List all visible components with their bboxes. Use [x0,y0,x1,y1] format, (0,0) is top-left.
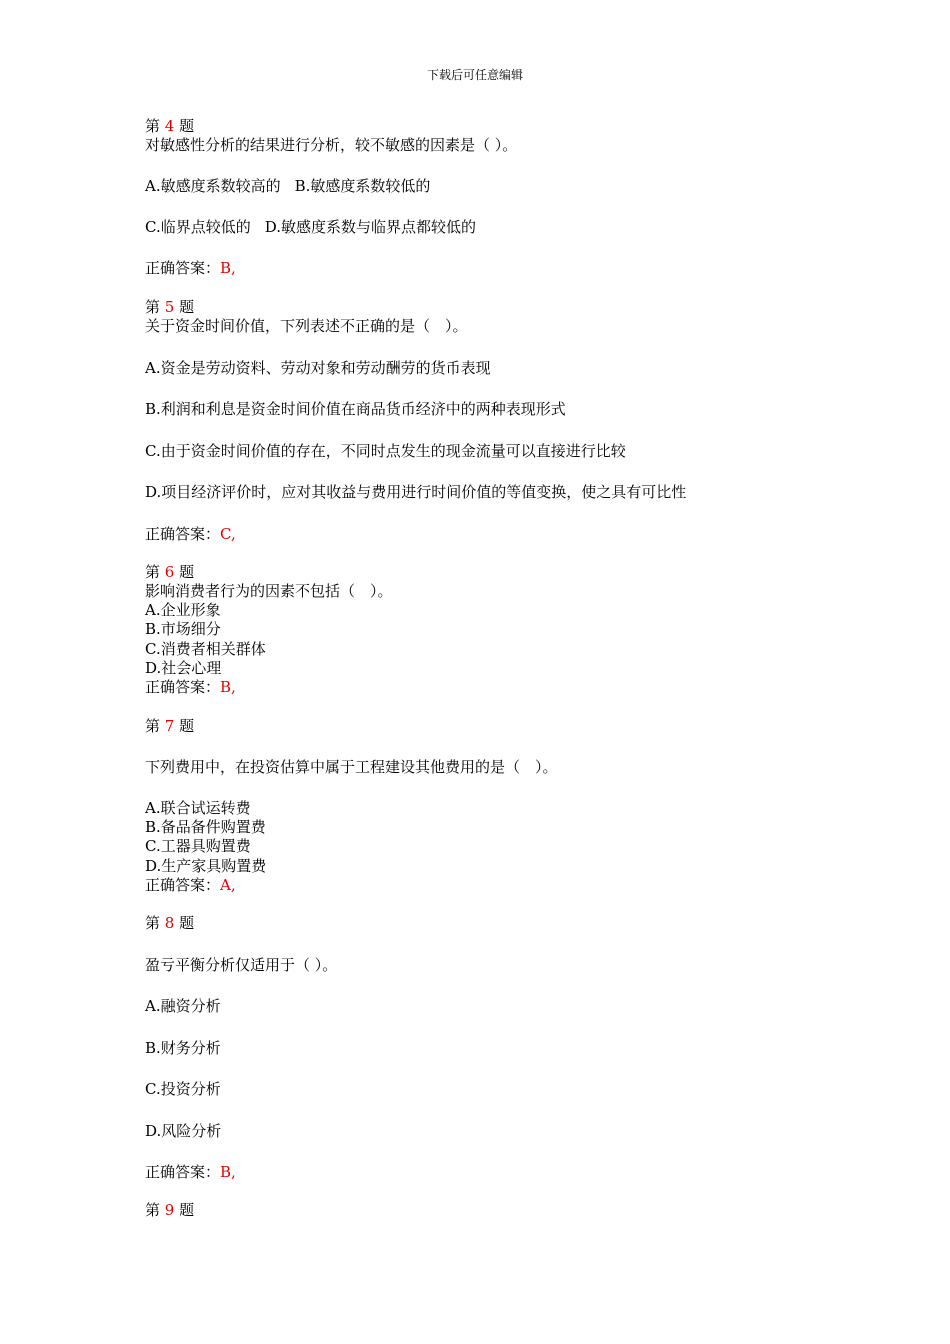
question-prefix: 第 [145,563,161,581]
question-number: 5 [164,298,175,316]
question-suffix: 题 [179,717,195,735]
option-c: C.投资分析 [145,1080,221,1098]
question-stem: 盈亏平衡分析仅适用于（ ）。 [145,956,338,974]
answer-value: B, [220,678,236,696]
question-suffix: 题 [179,563,195,581]
answer-line [145,1163,236,1182]
question-stem: 对敏感性分析的结果进行分析，较不敏感的因素是（ ）。 [145,136,518,154]
question-number: 4 [164,117,175,135]
answer-label: 正确答案： [145,1163,221,1181]
question-title [145,914,194,933]
page-header: 下载后可任意编辑 [426,68,523,82]
answer-label: 正确答案： [145,525,221,543]
answer-value: C, [220,525,236,543]
answer-value: A, [220,876,236,894]
answer-label: 正确答案： [145,876,221,894]
question-number: 8 [164,914,175,932]
question-prefix: 第 [145,1201,161,1219]
option-c: C.消费者相关群体 [145,640,266,658]
question-number: 9 [164,1201,175,1219]
option-d: D.敏感度系数与临界点都较低的 [264,218,476,236]
answer-line [145,678,236,697]
question-prefix: 第 [145,117,161,135]
option-a: A.资金是劳动资料、劳动对象和劳动酬劳的货币表现 [145,359,491,377]
option-row [145,218,476,237]
option-c: C.工器具购置费 [145,837,251,855]
question-title [145,1201,194,1220]
question-number: 7 [164,717,175,735]
answer-value: B, [220,1163,236,1181]
option-d: D.项目经济评价时，应对其收益与费用进行时间价值的等值变换，使之具有可比性 [145,483,687,501]
option-b: B.市场细分 [145,620,221,638]
option-d: D.风险分析 [145,1122,222,1140]
option-row [145,177,430,196]
option-a: A.敏感度系数较高的 [145,177,281,195]
question-suffix: 题 [179,117,195,135]
answer-value: B, [220,259,236,277]
answer-line [145,876,236,895]
question-title [145,298,194,317]
option-b: B.财务分析 [145,1039,221,1057]
question-number: 6 [164,563,175,581]
question-title [145,717,194,736]
question-stem: 下列费用中，在投资估算中属于工程建设其他费用的是（ ）。 [145,758,558,776]
question-prefix: 第 [145,717,161,735]
option-a: A.融资分析 [145,997,221,1015]
answer-label: 正确答案： [145,259,221,277]
option-a: A.联合试运转费 [145,799,251,817]
question-suffix: 题 [179,1201,195,1219]
option-b: B.备品备件购置费 [145,818,266,836]
option-a: A.企业形象 [145,601,221,619]
option-b: B.敏感度系数较低的 [294,177,431,195]
answer-label: 正确答案： [145,678,221,696]
answer-line [145,259,236,278]
option-d: D.社会心理 [145,659,222,677]
option-c: C.临界点较低的 [145,218,251,236]
question-prefix: 第 [145,298,161,316]
question-stem: 关于资金时间价值，下列表述不正确的是（ ）。 [145,317,468,335]
question-prefix: 第 [145,914,161,932]
question-suffix: 题 [179,298,195,316]
option-c: C.由于资金时间价值的存在，不同时点发生的现金流量可以直接进行比较 [145,442,626,460]
question-title [145,117,194,136]
option-b: B.利润和利息是资金时间价值在商品货币经济中的两种表现形式 [145,400,566,418]
option-d: D.生产家具购置费 [145,857,267,875]
question-suffix: 题 [179,914,195,932]
answer-line [145,525,236,544]
question-title [145,563,194,582]
question-stem: 影响消费者行为的因素不包括（ ）。 [145,582,393,600]
